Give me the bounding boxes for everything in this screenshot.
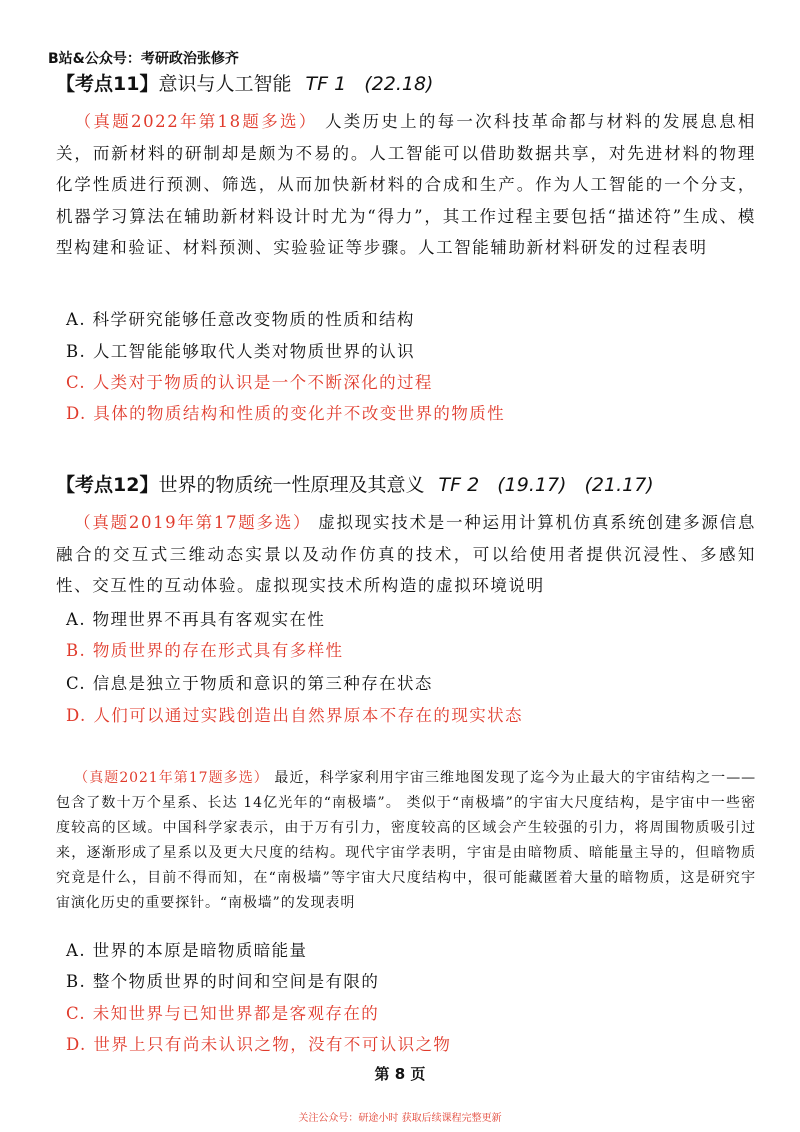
section-label: 【考点12】 — [56, 474, 159, 496]
question-text: 最近，科学家利用宇宙三维地图发现了迄今为止最大的宇宙结构之一——包含了数十万个星系、长达 14亿光年的“南极墙”。 类似于“南极墙”的宇宙大尺度结构，是宇宙中一些密度较高的区域。中国科学家表示，由于万有引力，密度较高的区域会产生较强的引力，将周围物质吸引过来，逐渐形成了星系以及更大尺度的结构。现代宇宙学表明，宇宙是由暗物质、暗能量主导的，但暗物质究竟是什么，目前不得而知，在“南极墙”等宇宙大尺度结构中，很可能藏匿着大量的暗物质，这是研究宇宙演化历史的重要探针。“南极墙”的发现表明 — [56, 770, 756, 911]
option-c: C. 信息是独立于物质和意识的第三种存在状态 — [66, 674, 433, 693]
option-d-correct: D. 具体的物质结构和性质的变化并不改变世界的物质性 — [66, 404, 506, 423]
option-b: B. 整个物质世界的时间和空间是有限的 — [66, 972, 380, 991]
option-b: B. 人工智能能够取代人类对物质世界的认识 — [66, 342, 416, 361]
exam-year: (21.17) — [584, 474, 654, 496]
question-source: （真题2021年第17题多选） — [74, 770, 269, 786]
section-title: 意识与人工智能 — [158, 73, 292, 95]
question-stem-2021-17 — [56, 766, 756, 916]
question-text: 虚拟现实技术是一种运用计算机仿真系统创建多源信息融合的交互式三维动态实景以及动作仿真的技术，可以给使用者提供沉浸性、多感知性、交互性的互动体验。虚拟现实技术所构造的虚拟环境说明 — [56, 513, 756, 595]
question-source: （真题2019年第17题多选） — [74, 513, 312, 532]
option-d-correct: D. 人们可以通过实践创造出自然界原本不存在的现实状态 — [66, 706, 523, 725]
section-title: 世界的物质统一性原理及其意义 — [158, 474, 425, 496]
exam-year: (19.17) — [497, 474, 567, 496]
frequency-tag: TF 2 — [438, 474, 480, 496]
section-label: 【考点11】 — [56, 73, 159, 95]
option-a: A. 世界的本原是暗物质暗能量 — [66, 941, 308, 960]
question-stem-2019-17 — [56, 507, 756, 602]
question-source: （真题2022年第18题多选） — [74, 112, 318, 131]
page-footer: 关注公众号：研途小时 获取后续课程完整更新 — [298, 1113, 502, 1124]
frequency-tag: TF 1 — [305, 73, 347, 95]
option-c-correct: C. 未知世界与已知世界都是客观存在的 — [66, 1004, 380, 1023]
option-b-correct: B. 物质世界的存在形式具有多样性 — [66, 641, 344, 660]
page-number: 第 8 页 — [374, 1065, 426, 1083]
exam-year: (22.18) — [364, 73, 434, 95]
page-header: B站&公众号：考研政治张修齐 — [48, 51, 239, 67]
option-a: A. 物理世界不再具有客观实在性 — [66, 610, 326, 629]
option-c-correct: C. 人类对于物质的认识是一个不断深化的过程 — [66, 373, 433, 392]
question-stem-2022-18 — [56, 106, 756, 264]
option-d-correct: D. 世界上只有尚未认识之物，没有不可认识之物 — [66, 1035, 452, 1054]
option-a: A. 科学研究能够任意改变物质的性质和结构 — [66, 310, 415, 329]
section-heading-12 — [56, 470, 654, 497]
section-heading-11 — [56, 69, 433, 96]
question-text: 人类历史上的每一次科技革命都与材料的发展息息相关，而新材料的研制却是颇为不易的。人工智能可以借助数据共享，对先进材料的物理化学性质进行预测、筛选，从而加快新材料的合成和生产。作为人工智能的一个分支，机器学习算法在辅助新材料设计时尤为“得力”，其工作过程主要包括“描述符”生成、模型构建和验证、材料预测、实验验证等步骤。人工智能辅助新材料研发的过程表明 — [56, 112, 756, 257]
